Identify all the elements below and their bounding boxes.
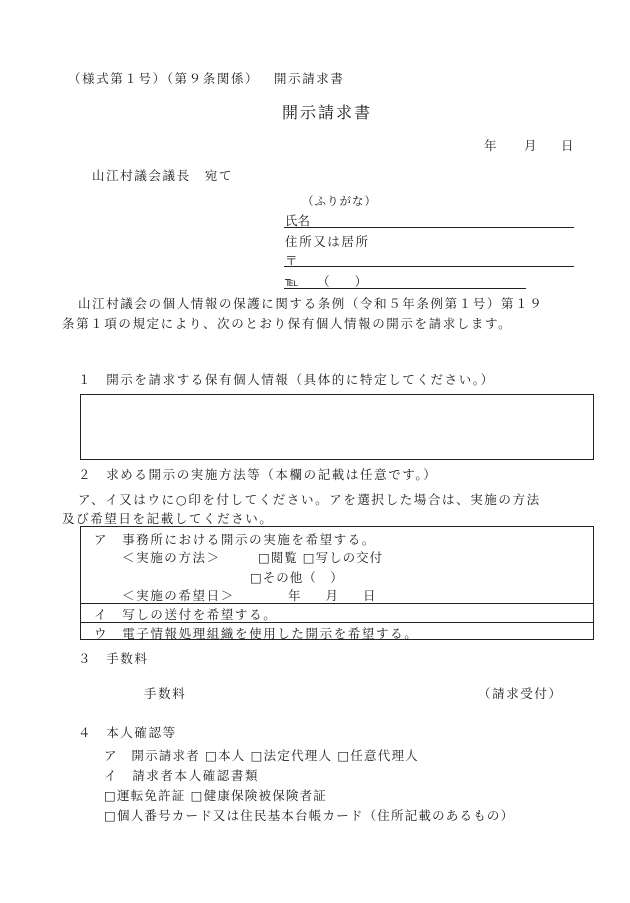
id-documents-line-2[interactable]: □個人番号カード又は住民基本台帳カード（住所記載のあるもの） bbox=[104, 808, 515, 823]
section-1-heading: １ 開示を請求する保有個人情報（具体的に特定してください。） bbox=[78, 372, 495, 387]
requester-type-line[interactable]: ア 開示請求者 □本人 □法定代理人 □任意代理人 bbox=[104, 748, 419, 763]
section-3-heading: ３ 手数料 bbox=[78, 651, 149, 666]
option-a-text[interactable]: ア 事務所における開示の実施を希望する。 bbox=[94, 532, 377, 547]
date-month-label: 月 bbox=[524, 138, 537, 153]
id-documents-heading: イ 請求者本人確認書類 bbox=[104, 768, 260, 783]
date-day-label: 日 bbox=[561, 138, 574, 153]
option-divider-1 bbox=[80, 603, 594, 604]
method-other[interactable]: □その他（ ） bbox=[250, 570, 344, 585]
form-reference: （様式第１号）（第９条関係） bbox=[68, 71, 260, 86]
name-label: 氏名 bbox=[285, 213, 311, 228]
section-2-note-line-2: 及び希望日を記載してください。 bbox=[62, 511, 274, 526]
option-i-text[interactable]: イ 写しの送付を希望する。 bbox=[94, 607, 278, 622]
tel-label: ℡ （ ） bbox=[285, 274, 368, 289]
fee-label: 手数料 bbox=[144, 686, 187, 701]
date-year-label: 年 bbox=[484, 138, 497, 153]
method-label: ＜実施の方法＞ bbox=[122, 550, 221, 565]
furigana-label: （ふりがな） bbox=[302, 194, 377, 208]
name-underline[interactable] bbox=[284, 227, 574, 228]
section-2-note-line-1: ア、イ又はウに○印を付してください。アを選択した場合は、実施の方法 bbox=[78, 492, 541, 507]
option-u-text[interactable]: ウ 電子情報処理組織を使用した開示を希望する。 bbox=[94, 626, 419, 641]
addressee: 山江村議会議長 宛て bbox=[92, 168, 234, 183]
intro-line-1: 山江村議会の個人情報の保護に関する条例（令和５年条例第１号）第１９ bbox=[78, 296, 544, 311]
address-underline[interactable] bbox=[284, 266, 574, 267]
tel-underline[interactable] bbox=[284, 288, 526, 289]
address-label: 住所又は居所 bbox=[285, 234, 370, 249]
option-divider-2 bbox=[80, 622, 594, 623]
document-title: 開示請求書 bbox=[282, 103, 373, 122]
fee-note: （請求受付） bbox=[478, 686, 563, 701]
preferred-date-values[interactable]: 年 月 日 bbox=[288, 588, 376, 603]
requested-info-field[interactable] bbox=[80, 394, 594, 460]
section-4-heading: ４ 本人確認等 bbox=[78, 725, 177, 740]
postal-label: 〒 bbox=[285, 253, 298, 268]
preferred-date-label: ＜実施の希望日＞ bbox=[122, 588, 235, 603]
form-name: 開示請求書 bbox=[274, 71, 345, 86]
intro-line-2: 条第１項の規定により、次のとおり保有個人情報の開示を請求します。 bbox=[62, 316, 513, 331]
method-choices[interactable]: □閲覧 □写しの交付 bbox=[258, 550, 384, 565]
id-documents-line-1[interactable]: □運転免許証 □健康保険被保険者証 bbox=[104, 788, 327, 803]
section-2-heading: ２ 求める開示の実施方法等（本欄の記載は任意です。） bbox=[78, 467, 438, 482]
